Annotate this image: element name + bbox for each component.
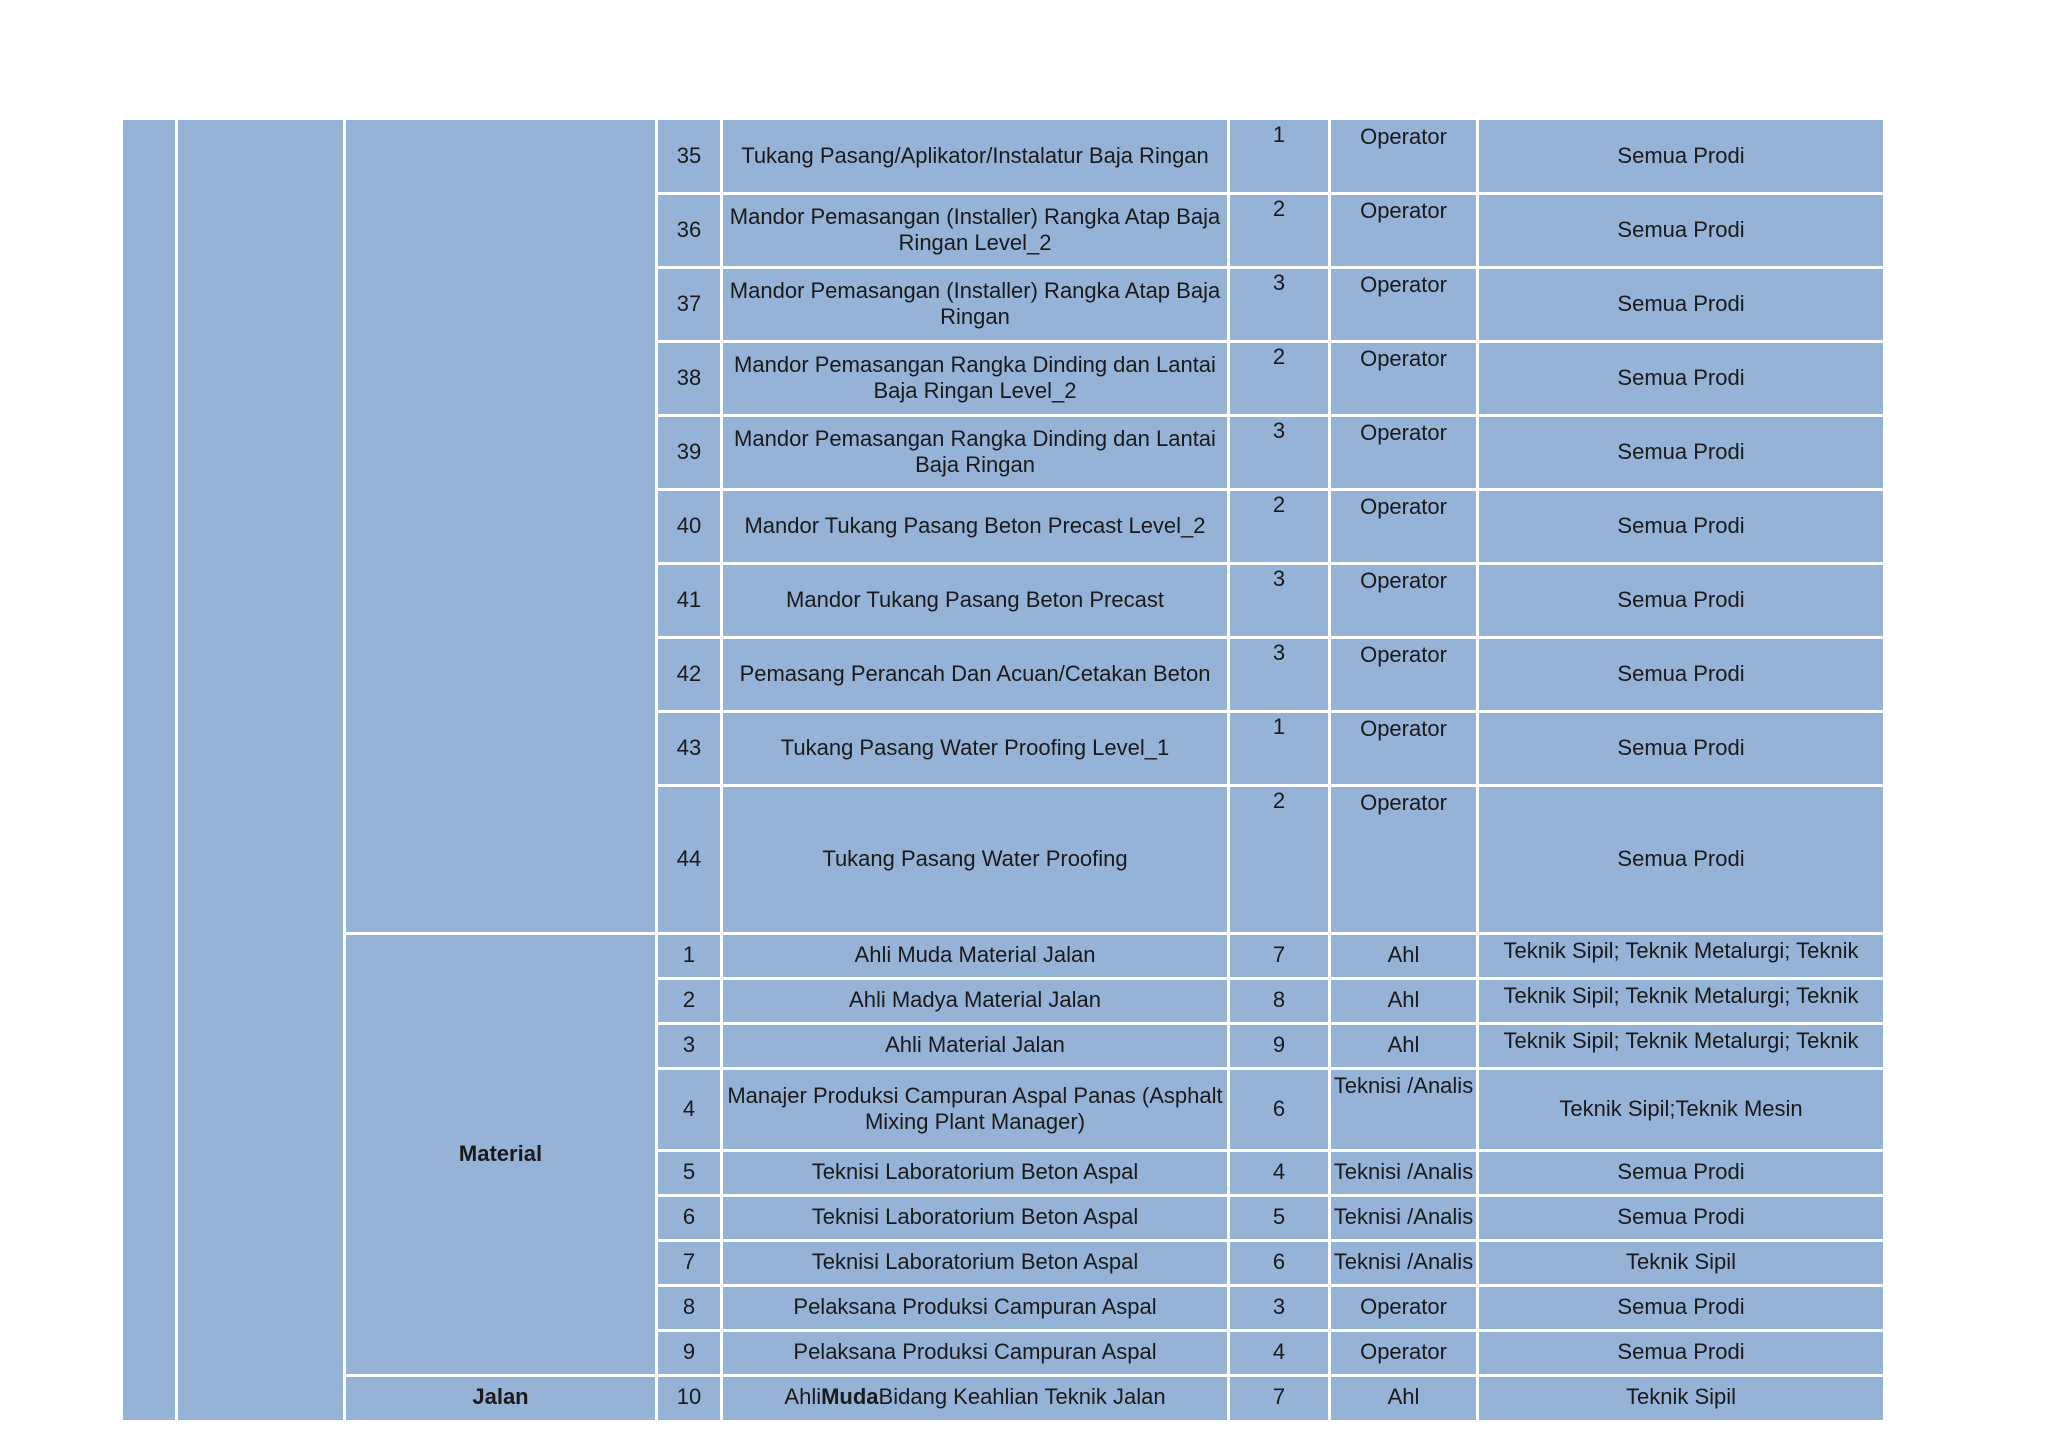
row-prodi: Teknik Sipil — [1625, 1383, 1737, 1409]
row-category: Ahl — [1387, 942, 1420, 967]
row-level: 5 — [1272, 1204, 1286, 1229]
row-level: 3 — [1272, 640, 1286, 665]
row-level: 4 — [1272, 1159, 1286, 1184]
row-level: 7 — [1272, 1383, 1286, 1409]
row-level: 3 — [1272, 1294, 1286, 1319]
group-cell — [346, 120, 655, 931]
row-no: 9 — [682, 1339, 696, 1364]
row-category: Ahl — [1387, 1032, 1420, 1057]
row-level: 1 — [1272, 714, 1286, 739]
row-no: 5 — [682, 1159, 696, 1184]
row-name-emphasis: Muda — [821, 1383, 879, 1409]
row-category: Operator — [1360, 716, 1447, 741]
row-prodi: Teknik Sipil; Teknik Metalurgi; Teknik — [1503, 1028, 1859, 1053]
row-name: Mandor Pemasangan Rangka Dinding dan Lantai Baja Ringan Level_2 — [734, 351, 1216, 403]
row-no: 40 — [676, 512, 702, 538]
row-category: Operator — [1360, 346, 1447, 371]
row-level: 7 — [1272, 942, 1286, 967]
row-prodi: Semua Prodi — [1617, 845, 1745, 871]
row-category: Operator — [1360, 198, 1447, 223]
grid-vline — [720, 120, 723, 1420]
row-prodi: Teknik Sipil; Teknik Metalurgi; Teknik — [1503, 983, 1859, 1008]
row-category: Operator — [1360, 790, 1447, 815]
row-level: 3 — [1272, 566, 1286, 591]
row-name: Mandor Tukang Pasang Beton Precast Level_2 — [744, 512, 1206, 538]
row-level: 3 — [1272, 418, 1286, 443]
row-no: 37 — [676, 290, 702, 316]
row-name: Mandor Pemasangan (Installer) Rangka Atap Baja Ringan Level_2 — [729, 203, 1221, 255]
row-category: Operator — [1360, 1294, 1447, 1319]
row-prodi: Semua Prodi — [1617, 1339, 1745, 1364]
row-level: 1 — [1272, 122, 1286, 147]
row-category: Teknisi /Analis — [1333, 1204, 1474, 1229]
row-name: Pelaksana Produksi Campuran Aspal — [793, 1294, 1157, 1319]
row-prodi: Semua Prodi — [1617, 1159, 1745, 1184]
row-level: 2 — [1272, 196, 1286, 221]
row-prodi: Semua Prodi — [1617, 734, 1745, 760]
row-no: 42 — [676, 660, 702, 686]
row-name: Teknisi Laboratorium Beton Aspal — [811, 1204, 1139, 1229]
row-category: Teknisi /Analis — [1333, 1249, 1474, 1274]
row-no: 36 — [676, 216, 702, 242]
row-level: 4 — [1272, 1339, 1286, 1364]
row-category: Ahl — [1387, 987, 1420, 1012]
row-category: Ahl — [1387, 1383, 1420, 1409]
row-prodi: Semua Prodi — [1617, 216, 1745, 242]
row-category: Teknisi /Analis — [1333, 1159, 1474, 1184]
row-level: 6 — [1272, 1095, 1286, 1121]
row-no: 35 — [676, 142, 702, 168]
group-cell: Material — [458, 1140, 543, 1166]
qualification-table — [123, 120, 1883, 1420]
row-no: 8 — [682, 1294, 696, 1319]
row-no: 44 — [676, 845, 702, 871]
row-no: 6 — [682, 1204, 696, 1229]
row-prodi: Semua Prodi — [1617, 290, 1745, 316]
row-no: 41 — [676, 586, 702, 612]
row-prodi: Teknik Sipil;Teknik Mesin — [1559, 1095, 1803, 1121]
row-level: 9 — [1272, 1032, 1286, 1057]
row-name: Tukang Pasang/Aplikator/Instalatur Baja Ringan — [741, 142, 1209, 168]
row-prodi: Semua Prodi — [1617, 512, 1745, 538]
row-category: Operator — [1360, 272, 1447, 297]
row-category: Operator — [1360, 494, 1447, 519]
row-prodi: Teknik Sipil; Teknik Metalurgi; Teknik — [1503, 938, 1859, 963]
row-level: 2 — [1272, 788, 1286, 813]
row-no: 7 — [682, 1249, 696, 1274]
row-prodi: Semua Prodi — [1617, 142, 1745, 168]
row-prodi: Semua Prodi — [1617, 1294, 1745, 1319]
row-name: Manajer Produksi Campuran Aspal Panas (Asphalt Mixing Plant Manager) — [727, 1082, 1223, 1134]
row-prodi: Semua Prodi — [1617, 1204, 1745, 1229]
row-category: Operator — [1360, 568, 1447, 593]
row-name: Ahli Madya Material Jalan — [849, 987, 1101, 1012]
row-name: Teknisi Laboratorium Beton Aspal — [811, 1249, 1139, 1274]
row-no: 10 — [676, 1383, 702, 1409]
row-no: 43 — [676, 734, 702, 760]
row-level: 2 — [1272, 344, 1286, 369]
row-prodi: Semua Prodi — [1617, 438, 1745, 464]
row-category: Teknisi /Analis — [1333, 1073, 1474, 1098]
grid-vline — [175, 120, 178, 1420]
row-name: Ahli Material Jalan — [885, 1032, 1065, 1057]
row-prodi: Teknik Sipil — [1625, 1249, 1737, 1274]
row-category: Operator — [1360, 1339, 1447, 1364]
row-name: Tukang Pasang Water Proofing — [822, 845, 1128, 871]
row-prodi: Semua Prodi — [1617, 586, 1745, 612]
row-name: Ahli Muda Bidang Keahlian Teknik Jalan — [784, 1383, 1166, 1409]
row-no: 3 — [682, 1032, 696, 1057]
row-category: Operator — [1360, 642, 1447, 667]
row-no: 2 — [682, 987, 696, 1012]
row-no: 38 — [676, 364, 702, 390]
row-name: Pelaksana Produksi Campuran Aspal — [793, 1339, 1157, 1364]
row-no: 1 — [682, 942, 696, 967]
row-level: 6 — [1272, 1249, 1286, 1274]
row-name: Ahli Muda Material Jalan — [854, 942, 1096, 967]
row-name: Mandor Pemasangan (Installer) Rangka Atap Baja Ringan — [729, 277, 1221, 329]
row-name: Mandor Tukang Pasang Beton Precast — [786, 586, 1164, 612]
row-prodi: Semua Prodi — [1617, 660, 1745, 686]
row-no: 39 — [676, 438, 702, 464]
row-category: Operator — [1360, 124, 1447, 149]
row-level: 8 — [1272, 987, 1286, 1012]
group-cell: Jalan — [472, 1383, 529, 1409]
row-name: Mandor Pemasangan Rangka Dinding dan Lantai Baja Ringan — [734, 425, 1216, 477]
row-name: Pemasang Perancah Dan Acuan/Cetakan Beton — [739, 660, 1211, 686]
row-level: 3 — [1272, 270, 1286, 295]
row-prodi: Semua Prodi — [1617, 364, 1745, 390]
row-name: Tukang Pasang Water Proofing Level_1 — [780, 734, 1170, 760]
row-category: Operator — [1360, 420, 1447, 445]
row-level: 2 — [1272, 492, 1286, 517]
row-no: 4 — [682, 1095, 696, 1121]
row-name: Teknisi Laboratorium Beton Aspal — [811, 1159, 1139, 1184]
